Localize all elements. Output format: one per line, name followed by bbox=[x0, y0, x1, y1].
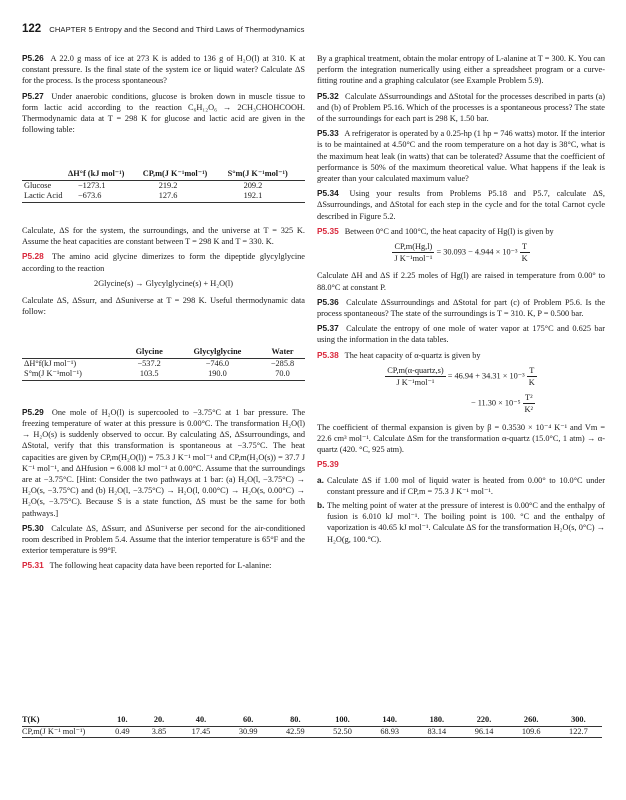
table-cell: Lactic Acid bbox=[22, 191, 66, 202]
table-cell: 3.85 bbox=[141, 726, 178, 738]
table-row bbox=[22, 369, 305, 380]
problem-number: P5.28 bbox=[22, 251, 44, 262]
fraction-denominator: J K⁻¹mol⁻¹ bbox=[394, 254, 433, 264]
fraction-denominator: K bbox=[521, 254, 528, 264]
fraction-numerator: CP,m(α-quartz,s) bbox=[385, 365, 445, 377]
problem-5-31 bbox=[22, 560, 305, 571]
equation-term: − 11.30 × 10⁻⁵ bbox=[470, 398, 521, 408]
alanine-heat-capacity-table bbox=[22, 715, 602, 738]
table-header-cell: CP,m(J K⁻¹mol⁻¹) bbox=[141, 169, 226, 180]
table-row bbox=[22, 191, 305, 202]
table-cell: 42.59 bbox=[272, 726, 319, 738]
problem-text: Calculate ΔS, ΔSsurr, and ΔSuniverse per second for the air-conditioned room described in Problem 5.4. Assume that the interior temperature is 65°F and the exterior temperature is 99°F. bbox=[22, 523, 305, 556]
fraction-numerator: T bbox=[520, 241, 530, 253]
table-cell: Glucose bbox=[24, 180, 52, 190]
table-cell: 96.14 bbox=[460, 726, 507, 738]
problem-5-38 bbox=[317, 350, 605, 361]
problem-5-37 bbox=[317, 323, 605, 345]
table-cell: 83.14 bbox=[413, 726, 460, 738]
problem-number: P5.38 bbox=[317, 349, 339, 360]
table-cell: 209.2 bbox=[243, 180, 263, 190]
list-label: a. bbox=[317, 474, 324, 485]
list-text: The melting point of water at the pressure of interest is 0.00°C and the enthalpy of fusion is 6.010 kJ mol⁻¹. The boiling point is 100. °C and the enthalpy of vaporization is 40.65 kJ mol⁻¹. Calculate ΔS for the transformation H₂O(s, 0°C) → H₂O(g, 100.°C). bbox=[327, 500, 605, 544]
table-row bbox=[22, 726, 602, 738]
list-text: Calculate ΔS if 1.00 mol of liquid water is heated from 0.00° to 10.0°C under constant pressure and if CP,m = 75.3 J K⁻¹ mol⁻¹. bbox=[327, 475, 605, 496]
table-cell: 40. bbox=[177, 715, 224, 726]
problem-5-26 bbox=[22, 53, 305, 87]
fraction bbox=[520, 241, 530, 264]
problem-number: P5.27 bbox=[22, 90, 44, 101]
table-row bbox=[22, 358, 305, 369]
table-header-cell: Glycine bbox=[124, 347, 175, 358]
problem-5-39 bbox=[317, 459, 605, 470]
problem-number: P5.29 bbox=[22, 406, 44, 417]
problem-5-35-continued: Calculate ΔH and ΔS if 2.25 moles of Hg(l) are raised in temperature from 0.00° to 88.0°C at constant P. bbox=[317, 271, 605, 292]
fraction bbox=[385, 365, 445, 388]
table-cell: 100. bbox=[319, 715, 366, 726]
table-cell: 10. bbox=[104, 715, 141, 726]
chapter-title: CHAPTER 5 Entropy and the Second and Third Laws of Thermodynamics bbox=[49, 25, 305, 34]
table-header-cell: S°m(J K⁻¹mol⁻¹) bbox=[226, 169, 305, 180]
problem-text: The amino acid glycine dimerizes to form the dipeptide glycylglycine according to the reaction bbox=[22, 252, 305, 273]
fraction-denominator: K² bbox=[524, 405, 534, 415]
fraction-denominator: K bbox=[528, 378, 535, 388]
problem-text: Using your results from Problems P5.18 and P5.7, calculate ΔS, ΔSsurroundings, and ΔStotal for each step in the cycle and for the total Carnot cycle described in Figure 5.2. bbox=[317, 189, 606, 221]
list-label: b. bbox=[317, 499, 325, 510]
equation-rhs: = 30.093 − 4.944 × 10⁻³ bbox=[436, 247, 518, 257]
table-cell: −673.6 bbox=[66, 191, 141, 202]
table-cell: 109.6 bbox=[508, 726, 555, 738]
problem-number: P5.30 bbox=[22, 522, 44, 533]
problem-text: One mole of H₂O(l) is supercooled to −3.75°C at 1 bar pressure. The freezing temperature of water at this pressure is 0.00°C. The transformation H₂O(l) → H₂O(s) is suddenly observed to occur. By calculating ΔS, ΔSsurroundings, and ΔStotal, verify that this transformation is spontaneous at −3.75°C. The heat capacities are given by CP,m(H₂O(l)) = 75.3 J K⁻¹ mol⁻¹ and CP,m(H₂O(s)) = 37.7 J K⁻¹ mol⁻¹, and ΔHfusion = 6.008 kJ mol⁻¹ at 0.00°C. Assume that the surroundings are at −3.75°C. [Hint: Consider the two pathways at 1 bar: (a) H₂O(l, −3.75°C) → H₂O(s, −3.75°C) and (b) H₂O(l, −3.75°C) → H₂O(l, 0.00°C) → H₂O(s, 0.00°C) → H₂O(s, −3.75°C). Because S is a state function, ΔS must be the same for both pathways.] bbox=[22, 407, 305, 518]
problem-text: The heat capacity of α-quartz is given by bbox=[344, 350, 481, 360]
fraction-numerator: T² bbox=[523, 392, 535, 404]
problem-number: P5.26 bbox=[22, 53, 44, 63]
table-cell: 20. bbox=[141, 715, 178, 726]
problem-5-31-continued: By a graphical treatment, obtain the molar entropy of L-alanine at T = 300. K. You can perform the integration numerically using either a spreadsheet program or a curve-fitting routine and a graphing calculator (see Example Problem 5.9). bbox=[317, 54, 605, 86]
table-cell: S°m(J K⁻¹mol⁻¹) bbox=[22, 369, 124, 380]
table-cell: 219.2 bbox=[158, 180, 178, 190]
problem-5-36 bbox=[317, 297, 605, 319]
table-cell: 190.0 bbox=[175, 369, 260, 380]
problem-number: P5.34 bbox=[317, 188, 339, 199]
table-cell: 127.6 bbox=[141, 191, 226, 202]
glucose-lactic-table bbox=[22, 169, 305, 203]
table-cell: 80. bbox=[272, 715, 319, 726]
table-cell: −746.0 bbox=[205, 358, 230, 368]
problem-5-35 bbox=[317, 226, 605, 237]
table-cell: 260. bbox=[508, 715, 555, 726]
table-cell: −1273.1 bbox=[78, 180, 106, 190]
problem-5-27-continued: Calculate, ΔS for the system, the surroundings, and the universe at T = 325 K. Assume the heat capacities are constant between T = 298 K and T = 330. K. bbox=[22, 225, 305, 247]
list-item bbox=[317, 475, 605, 497]
table-header-cell: ΔH°f (kJ mol⁻¹) bbox=[66, 169, 141, 180]
problem-text: The following heat capacity data have been reported for L-alanine: bbox=[49, 561, 272, 571]
problem-number: P5.33 bbox=[317, 128, 339, 139]
table-cell: 103.5 bbox=[124, 369, 175, 380]
table-cell: 140. bbox=[366, 715, 413, 726]
problem-5-32 bbox=[317, 91, 605, 125]
problem-number: P5.35 bbox=[317, 225, 339, 236]
table-header-cell: Glycylglycine bbox=[175, 347, 260, 358]
table-cell: 220. bbox=[460, 715, 507, 726]
table-cell: 68.93 bbox=[366, 726, 413, 738]
heat-capacity-equation-hg bbox=[317, 241, 605, 264]
problem-5-34 bbox=[317, 188, 605, 222]
table-cell: 17.45 bbox=[177, 726, 224, 738]
problem-text: Under anaerobic conditions, glucose is broken down in muscle tissue to form lactic acid according to the reaction C₆H₁₂O₆ → 2CH₃CHOHCOOH. Thermodynamic data at T = 298 K for glucose and lactic acid are given in the following table: bbox=[22, 91, 305, 135]
reaction-equation: 2Glycine(s) → Glycylglycine(s) + H₂O(l) bbox=[94, 278, 233, 288]
problem-number: P5.39 bbox=[317, 459, 339, 470]
problem-5-29 bbox=[22, 407, 305, 519]
left-column bbox=[22, 53, 305, 576]
table-row bbox=[22, 715, 602, 726]
table-cell: 192.1 bbox=[226, 191, 305, 202]
table-row bbox=[22, 180, 305, 191]
problem-text: Between 0°C and 100°C, the heat capacity of Hg(l) is given by bbox=[344, 226, 554, 236]
fraction-denominator: J K⁻¹mol⁻¹ bbox=[396, 378, 435, 388]
fraction-numerator: CP,m(Hg,l) bbox=[392, 241, 434, 253]
problem-number: P5.36 bbox=[317, 296, 339, 307]
table-cell: 30.99 bbox=[225, 726, 272, 738]
equation-line-2 bbox=[317, 392, 605, 415]
problem-5-33 bbox=[317, 128, 605, 184]
equation-rhs: = 46.94 + 34.31 × 10⁻³ bbox=[447, 371, 525, 381]
table-cell: 180. bbox=[413, 715, 460, 726]
problem-text: A 22.0 g mass of ice at 273 K is added to 136 g of H₂O(l) at 310. K at constant pressure. Is the final state of the system ice or liquid water? Calculate ΔS for the process. Is the process spontaneous? bbox=[22, 54, 305, 86]
heat-capacity-equation-quartz bbox=[317, 365, 605, 416]
fraction bbox=[392, 241, 434, 264]
fraction bbox=[523, 392, 535, 415]
table-cell: 300. bbox=[555, 715, 602, 726]
problem-number: P5.32 bbox=[317, 90, 339, 101]
problem-number: P5.31 bbox=[22, 560, 44, 571]
table-header-cell: Water bbox=[260, 347, 305, 358]
table-cell: 52.50 bbox=[319, 726, 366, 738]
problem-text: Calculate ΔSsurroundings and ΔStotal for the processes described in parts (a) and (b) of Problem P5.16. Which of the processes is a spontaneous process? The state of the surroundings for each part is 298 K, 1.50 bar. bbox=[317, 91, 605, 124]
problem-text: Calculate the entropy of one mole of water vapor at 175°C and 0.625 bar using the information in the data tables. bbox=[317, 324, 606, 345]
table-cell: 60. bbox=[225, 715, 272, 726]
problem-number: P5.37 bbox=[317, 323, 339, 334]
problem-5-28-continued: Calculate ΔS, ΔSsurr, and ΔSuniverse at T = 298 K. Useful thermodynamic data follow: bbox=[22, 295, 305, 317]
table-header-cell bbox=[22, 169, 66, 180]
problem-5-38-continued: The coefficient of thermal expansion is given by β = 0.3530 × 10⁻⁴ K⁻¹ and Vm = 22.6 cm³ mol⁻¹. Calculate ΔSm for the transformation α-quartz (15.0°C, 1 atm) → α-quartz (420. °C, 925 atm). bbox=[317, 422, 605, 455]
table-cell: ΔH°f(kJ mol⁻¹) bbox=[24, 358, 77, 368]
table-cell: 0.49 bbox=[104, 726, 141, 738]
table-row-label: CP,m(J K⁻¹ mol⁻¹) bbox=[22, 726, 104, 738]
fraction bbox=[527, 365, 537, 388]
page-number: 122 bbox=[22, 23, 42, 35]
table-header-cell bbox=[22, 347, 124, 358]
table-cell: −537.2 bbox=[137, 358, 161, 368]
right-column bbox=[317, 53, 605, 548]
fraction-numerator: T bbox=[527, 365, 537, 377]
glycine-table bbox=[22, 347, 305, 381]
problem-5-30 bbox=[22, 523, 305, 557]
problem-5-27 bbox=[22, 91, 305, 136]
list-item bbox=[317, 500, 605, 545]
problem-text: Calculate ΔSsurroundings and ΔStotal for part (c) of Problem P5.6. Is the process spontaneous? The state of the surroundings is T = 310. K, P = 0.500 bar. bbox=[317, 297, 605, 319]
page-header bbox=[22, 24, 602, 38]
table-cell: −285.8 bbox=[270, 358, 295, 368]
problem-text: A refrigerator is operated by a 0.25-hp (1 hp = 746 watts) motor. If the interior is to be maintained at 4.50°C and the room temperature on a hot day is 38°C, what is the maximum heat leak (in watts) that can be tolerated? Assume that the coefficient of performance is 50% of the maximum theoretical value. What happens if the leak is greater than your calculated maximum value? bbox=[317, 129, 605, 184]
problem-5-28 bbox=[22, 251, 305, 273]
table-cell: 70.0 bbox=[260, 369, 305, 380]
table-cell: 122.7 bbox=[555, 726, 602, 738]
table-row-label: T(K) bbox=[22, 715, 104, 726]
